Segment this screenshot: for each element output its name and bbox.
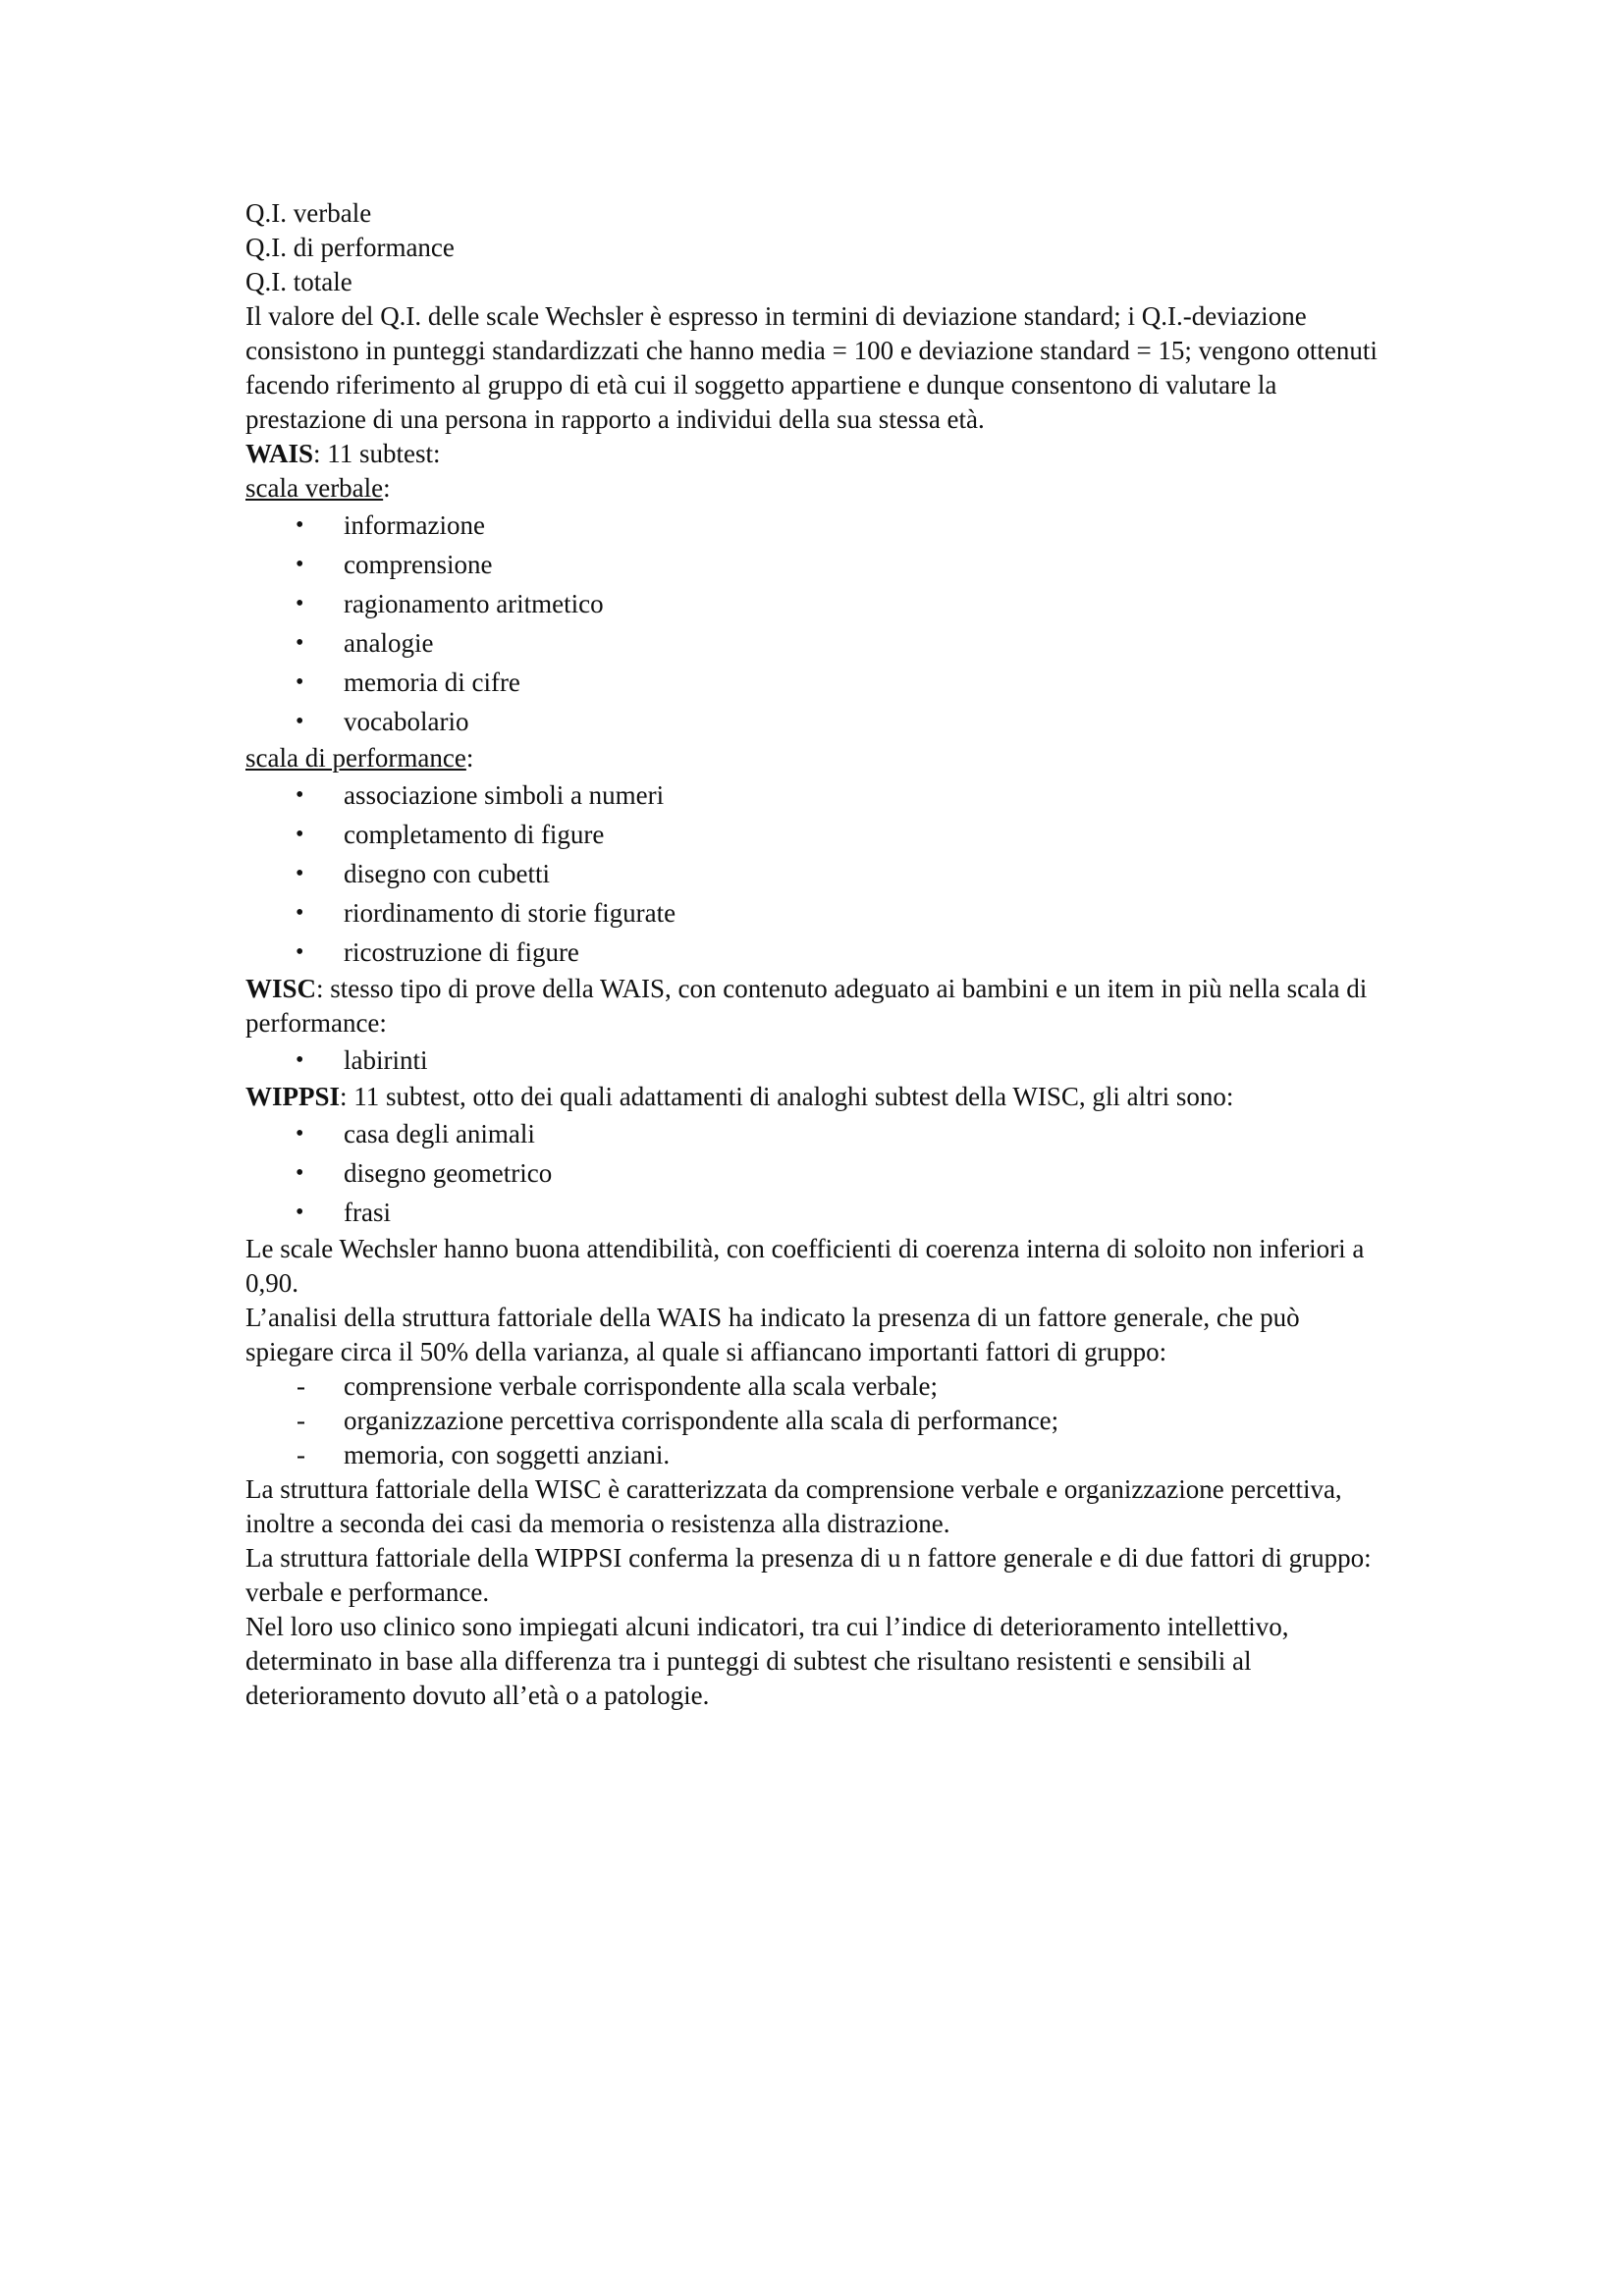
verbal-scale-heading	[245, 471, 1394, 506]
bullet-icon: •	[296, 900, 304, 926]
wais-text: : 11 subtest:	[313, 439, 441, 468]
wippsi-label: WIPPSI	[245, 1082, 341, 1111]
verbal-scale-label: scala verbale	[245, 473, 384, 503]
bullet-icon: •	[296, 669, 304, 695]
list-item	[245, 1114, 1394, 1153]
list-item-text: associazione simboli a numeri	[344, 780, 665, 810]
bullet-icon: •	[296, 1121, 304, 1147]
bullet-icon: •	[296, 1047, 304, 1073]
list-item	[245, 584, 1394, 623]
wisc-structure-paragraph: La struttura fattoriale della WISC è caratterizzata da comprensione verbale e organizzazione percettiva, inoltre a seconda dei casi da memoria o resistenza alla distrazione.	[245, 1474, 1342, 1538]
dash-icon: -	[297, 1440, 305, 1469]
qi-line-performance: Q.I. di performance	[245, 233, 455, 262]
wais-heading	[245, 437, 1394, 471]
qi-line-total: Q.I. totale	[245, 267, 352, 296]
bullet-icon: •	[296, 552, 304, 577]
wippsi-list	[245, 1114, 1394, 1232]
wisc-list	[245, 1041, 1394, 1080]
list-item-text: comprensione	[344, 550, 493, 579]
list-item	[245, 933, 1394, 972]
list-item	[245, 1153, 1394, 1193]
verbal-scale-list	[245, 506, 1394, 741]
bullet-icon: •	[296, 782, 304, 808]
list-item-text: memoria di cifre	[344, 667, 520, 697]
bullet-icon: •	[296, 709, 304, 734]
list-item-text: casa degli animali	[344, 1119, 535, 1148]
bullet-icon: •	[296, 861, 304, 886]
dash-icon: -	[297, 1406, 305, 1435]
list-item	[245, 702, 1394, 741]
list-item	[245, 1369, 1394, 1404]
list-item	[245, 1193, 1394, 1232]
list-item-text: organizzazione percettiva corrispondente alla scala di performance;	[344, 1406, 1059, 1435]
list-item-text: analogie	[344, 628, 434, 658]
list-item	[245, 854, 1394, 893]
bullet-icon: •	[296, 939, 304, 965]
list-item-text: frasi	[344, 1198, 391, 1227]
list-item-text: ragionamento aritmetico	[344, 589, 604, 618]
list-item	[245, 815, 1394, 854]
wippsi-text: : 11 subtest, otto dei quali adattamenti di analoghi subtest della WISC, gli altri sono:	[340, 1082, 1234, 1111]
bullet-icon: •	[296, 630, 304, 656]
wisc-text: : stesso tipo di prove della WAIS, con contenuto adeguato ai bambini e un item in più nella scala di performance:	[245, 974, 1368, 1038]
colon: :	[465, 743, 474, 773]
document-page	[245, 196, 1394, 1713]
intro-paragraph: Il valore del Q.I. delle scale Wechsler è espresso in termini di deviazione standard; i Q.I.-deviazione consistono in punteggi standardizzati che hanno media = 100 e deviazione standard = 15; vengono ottenuti facendo riferimento al gruppo di età cui il soggetto appartiene e dunque consentono di valutare la prestazione di una persona in rapporto a individui della sua stessa età.	[245, 301, 1378, 434]
bullet-icon: •	[296, 591, 304, 616]
wisc-label: WISC	[245, 974, 317, 1003]
list-item	[245, 775, 1394, 815]
qi-line-verbal: Q.I. verbale	[245, 198, 372, 228]
factor-paragraph: L’analisi della struttura fattoriale della WAIS ha indicato la presenza di un fattore generale, che può spiegare circa il 50% della varianza, al quale si affiancano importanti fattori di gruppo:	[245, 1303, 1300, 1366]
bullet-icon: •	[296, 1160, 304, 1186]
list-item-text: comprensione verbale corrispondente alla scala verbale;	[344, 1371, 938, 1401]
list-item	[245, 1404, 1394, 1438]
list-item	[245, 663, 1394, 702]
colon: :	[383, 473, 391, 503]
list-item-text: vocabolario	[344, 707, 469, 736]
reliability-paragraph: Le scale Wechsler hanno buona attendibilità, con coefficienti di coerenza interna di soloito non inferiori a 0,90.	[245, 1234, 1365, 1298]
list-item-text: labirinti	[344, 1045, 428, 1075]
bullet-icon: •	[296, 822, 304, 847]
wippsi-structure-paragraph: La struttura fattoriale della WIPPSI conferma la presenza di u n fattore generale e di due fattori di gruppo: verbale e performance.	[245, 1543, 1372, 1607]
list-item-text: memoria, con soggetti anziani.	[344, 1440, 671, 1469]
list-item-text: ricostruzione di figure	[344, 937, 579, 967]
list-item-text: disegno geometrico	[344, 1158, 553, 1188]
list-item	[245, 506, 1394, 545]
list-item	[245, 545, 1394, 584]
performance-scale-list	[245, 775, 1394, 972]
wisc-paragraph	[245, 972, 1394, 1041]
list-item-text: riordinamento di storie figurate	[344, 898, 676, 928]
list-item	[245, 623, 1394, 663]
dash-icon: -	[297, 1371, 305, 1401]
wais-label: WAIS	[245, 439, 314, 468]
list-item	[245, 1041, 1394, 1080]
wippsi-paragraph	[245, 1080, 1394, 1114]
performance-scale-heading	[245, 741, 1394, 775]
factor-list	[245, 1369, 1394, 1472]
bullet-icon: •	[296, 1200, 304, 1225]
list-item-text: completamento di figure	[344, 820, 605, 849]
list-item	[245, 893, 1394, 933]
list-item	[245, 1438, 1394, 1472]
performance-scale-label: scala di performance	[245, 743, 466, 773]
list-item-text: informazione	[344, 510, 485, 540]
list-item-text: disegno con cubetti	[344, 859, 550, 888]
bullet-icon: •	[296, 512, 304, 538]
clinical-paragraph: Nel loro uso clinico sono impiegati alcuni indicatori, tra cui l’indice di deterioramento intellettivo, determinato in base alla differenza tra i punteggi di subtest che risultano resistenti e sensibili al deterioramento dovuto all’età o a patologie.	[245, 1612, 1289, 1710]
